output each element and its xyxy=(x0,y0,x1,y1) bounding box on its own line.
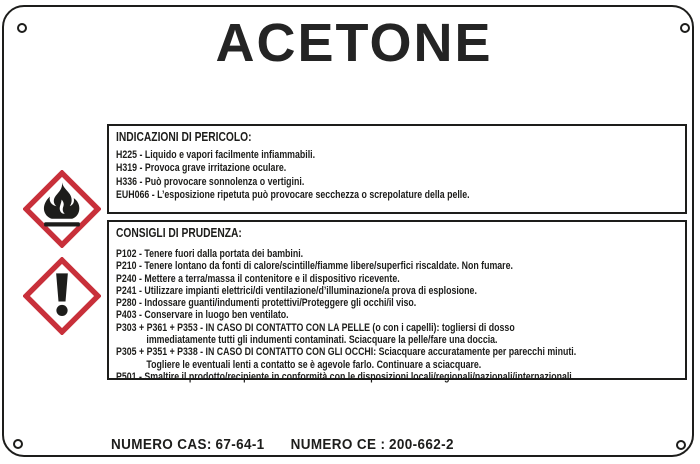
precaution-statement-line: P303 + P361 + P353 - IN CASO DI CONTATTO CON LA PELLE (o con i capelli): togliersi di dosso xyxy=(116,321,515,334)
precaution-statement-line: P241 - Utilizzare impianti elettrici/di ventilazione/d’illuminazione/a prova di esplosione. xyxy=(116,284,477,297)
hazard-statements-list xyxy=(116,149,678,202)
hazard-statement-line: EUH066 - L’esposizione ripetuta può provocare secchezza o screpolature della pelle. xyxy=(116,188,470,201)
ce-number-label: NUMERO CE : xyxy=(290,437,386,453)
irritant-pictogram xyxy=(23,257,101,335)
precaution-statement-line: immediatamente tutti gli indumenti contaminati. Sciacquare la pelle/fare una doccia. xyxy=(146,334,498,347)
hazard-statement-line: H336 - Può provocare sonnolenza o vertigini. xyxy=(116,175,305,188)
precaution-statement-line: P403 - Conservare in luogo ben ventilato. xyxy=(116,309,289,322)
precaution-statements-list xyxy=(116,248,678,383)
hazard-statement-line: H319 - Provoca grave irritazione oculare. xyxy=(116,162,287,175)
mounting-hole-top-left xyxy=(17,23,27,33)
ce-number-value: 200-662-2 xyxy=(389,437,454,453)
hazard-statements-box xyxy=(107,124,687,214)
flame-icon xyxy=(23,170,101,248)
hazard-statement-line: H225 - Liquido e vapori facilmente infiammabili. xyxy=(116,149,316,161)
hazard-box-heading: INDICAZIONI DI PERICOLO: xyxy=(116,130,252,144)
mounting-hole-top-right xyxy=(680,23,690,33)
precaution-statement-line: P240 - Mettere a terra/massa il contenitore e il dispositivo ricevente. xyxy=(116,272,400,285)
safety-sign-panel xyxy=(2,5,694,457)
precaution-statement-line: P501 - Smaltire il prodotto/recipiente in conformità con le disposizioni locali/regionali/nazionali/internazionali. xyxy=(116,370,575,383)
cas-number-label: NUMERO CAS: xyxy=(111,437,212,453)
exclamation-icon xyxy=(23,257,101,335)
flammable-pictogram xyxy=(23,170,101,248)
chemical-name-title: ACETONE xyxy=(215,13,493,73)
precaution-statement-line: P102 - Tenere fuori dalla portata dei bambini. xyxy=(116,248,304,260)
precaution-statement-line: Togliere le eventuali lenti a contatto se è agevole farlo. Continuare a sciacquare. xyxy=(146,358,482,371)
precaution-statements-box xyxy=(107,220,687,383)
precaution-box-heading: CONSIGLI DI PRUDENZA: xyxy=(116,226,242,240)
precaution-statement-line: P280 - Indossare guanti/indumenti protettivi/Proteggere gli occhi/il viso. xyxy=(116,297,417,310)
precaution-statement-line: P305 + P351 + P338 - IN CASO DI CONTATTO CON GLI OCCHI: Sciacquare accuratamente per parecchi minuti. xyxy=(116,346,577,359)
mounting-hole-bottom-right xyxy=(676,440,686,450)
precaution-statement-line: P210 - Tenere lontano da fonti di calore/scintille/fiamme libere/superfici riscaldate. Non fumare. xyxy=(116,260,513,273)
mounting-hole-bottom-left xyxy=(13,439,23,449)
registry-numbers xyxy=(111,437,454,453)
cas-number-value: 67-64-1 xyxy=(215,437,265,453)
